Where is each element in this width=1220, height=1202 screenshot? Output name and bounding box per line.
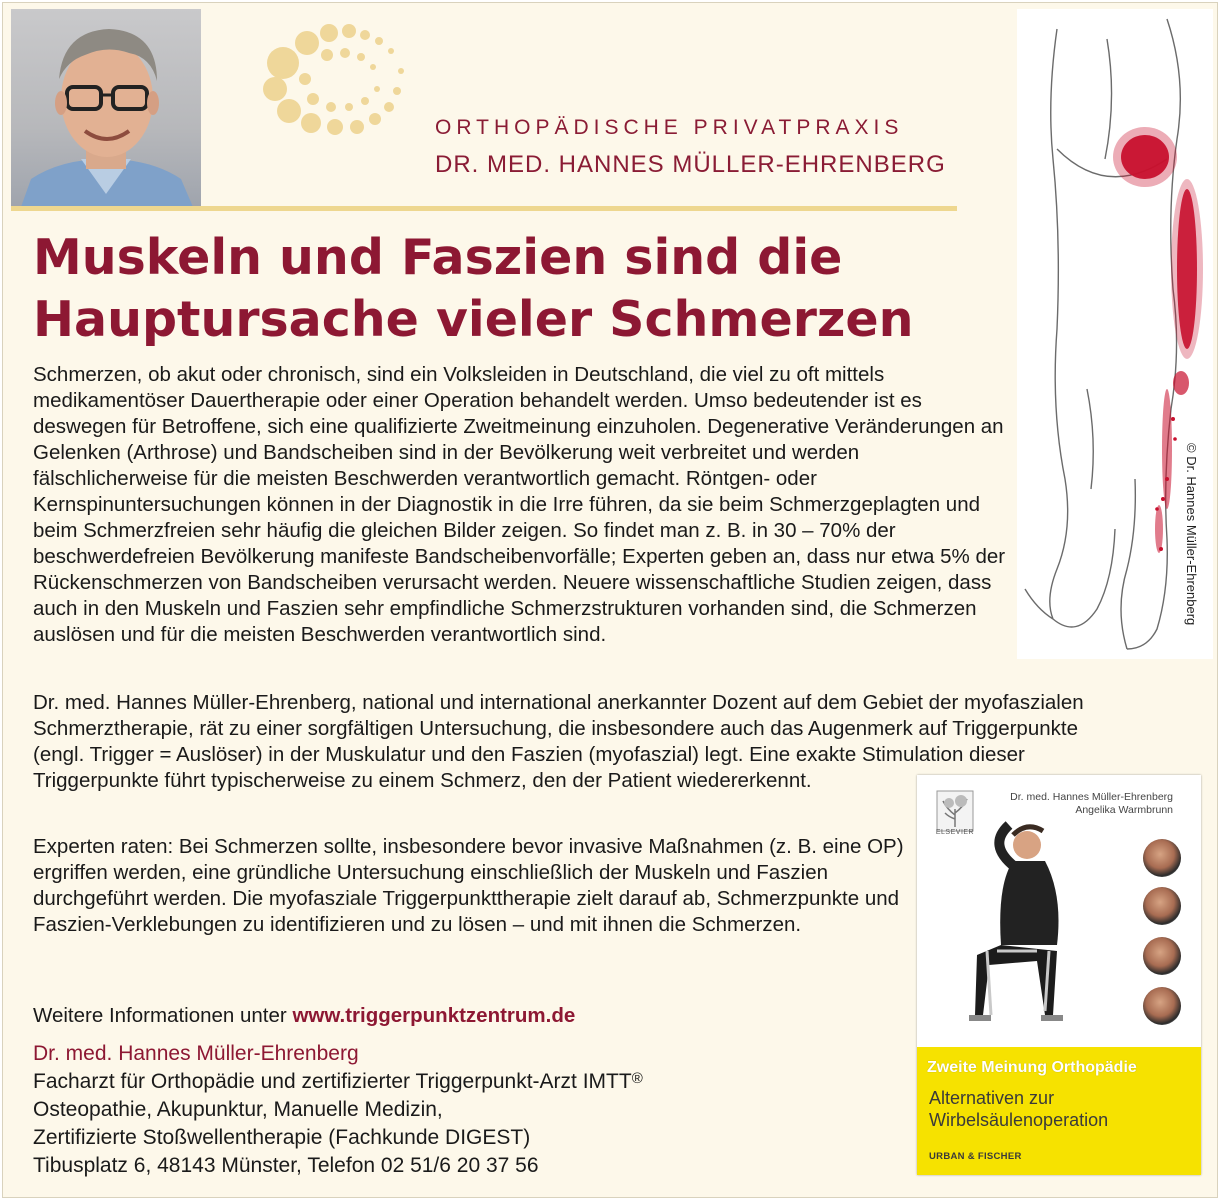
book-title-line-1: Alternativen zur xyxy=(929,1088,1055,1108)
headline xyxy=(33,227,1023,351)
contact-qualification-text: Facharzt für Orthopädie und zertifizierter Triggerpunkt-Arzt IMTT xyxy=(33,1070,632,1093)
thumbnail-tool xyxy=(1143,987,1181,1025)
book-title-line-2: Wirbelsäulenoperation xyxy=(929,1110,1109,1130)
more-info-line xyxy=(33,1003,575,1029)
doctor-portrait-photo xyxy=(11,9,201,207)
doctor-title: DR. MED. HANNES MÜLLER-EHRENBERG xyxy=(435,151,946,178)
more-info-prefix: Weitere Informationen unter xyxy=(33,1004,293,1027)
thumbnail-back xyxy=(1143,937,1181,975)
elsevier-label: ELSEVIER xyxy=(935,829,975,836)
figure-copyright: © Dr. Hannes Müller-Ehrenberg xyxy=(1184,443,1199,626)
practice-type: ORTHOPÄDISCHE PRIVATPRAXIS xyxy=(435,116,904,139)
contact-address: Tibusplatz 6, 48143 Münster, Telefon 02 51/6 20 37 56 xyxy=(33,1154,539,1177)
contact-shockwave: Zertifizierte Stoßwellentherapie (Fachkunde DIGEST) xyxy=(33,1126,531,1149)
contact-name: Dr. med. Hannes Müller-Ehrenberg xyxy=(33,1042,359,1065)
website-link[interactable]: www.triggerpunktzentrum.de xyxy=(292,1004,576,1027)
thumbnail-shoulder xyxy=(1143,839,1181,877)
paragraph-2: Dr. med. Hannes Müller-Ehrenberg, national und international anerkannter Dozent auf dem Gebiet der myofaszialen Schmerztherapie, rät zu einer sorgfältigen Untersuchung, die insbesondere auch das Augenmerk auf Triggerpunkte (engl. Trigger = Auslöser) in der Muskulatur und den Faszien (myofaszial) legt. Eine exakte Stimulation dieser Triggerpunkte führt typischerweise zu einem Schmerz, den der Patient wiedererkennt. xyxy=(33,691,1084,792)
book-title-band xyxy=(917,1047,1201,1175)
paragraph-1: Schmerzen, ob akut oder chronisch, sind ein Volksleiden in Deutschland, die viel zu oft mittels medikamentöser Dauertherapie oder einer Operation behandelt werden. Umso bedeutender ist es deswegen für Betroffene, sich eine qualifizierte Zweitmeinung einzuholen. Degenerative Veränderungen an Gelenken (Arthrose) und Bandscheiben sind in der Bevölkerung weit verbreitet und werden fälschlicherweise für die meisten Beschwerden verantwortlich gemacht. Röntgen- oder Kernspinuntersuchungen können in der Diagnostik in die Irre führen, da sie beim Schmerzgeplagten und beim Schmerzfreien sehr häufig die gleichen Bilder zeigen. So findet man z. B. in 30 – 70% der beschwerdefreien Bevölkerung manifeste Bandscheibenvorfälle; Experten geben an, dass nur etwa 5% der Rückenschmerzen von Bandscheiben verursacht werden. Neuere wissenschaftliche Studien zeigen, dass auch in den Muskeln und Faszien sehr empfindliche Schmerzstrukturen vorhanden sind, die Schmerzen auslösen und für die meisten Beschwerden verantwortlich sind. xyxy=(33,363,1006,646)
advertisement xyxy=(2,2,1218,1198)
contact-specialties: Osteopathie, Akupunktur, Manuelle Medizin, xyxy=(33,1098,443,1121)
book-author-2: Angelika Warmbrunn xyxy=(1075,804,1173,816)
thumbnail-neck xyxy=(1143,887,1181,925)
book-series: Zweite Meinung Orthopädie xyxy=(927,1059,1137,1076)
headline-line-1: Muskeln und Faszien sind die xyxy=(33,229,843,286)
contact-block xyxy=(33,1040,643,1180)
headline-line-2: Hauptursache vieler Schmerzen xyxy=(33,291,914,348)
book-title xyxy=(929,1087,1108,1131)
dot-swirl-logo xyxy=(261,23,411,143)
divider xyxy=(11,206,957,211)
book-publisher: URBAN & FISCHER xyxy=(929,1151,1022,1162)
registered-mark: ® xyxy=(631,1070,643,1087)
book-cover-image xyxy=(917,775,1201,1175)
paragraph-3: Experten raten: Bei Schmerzen sollte, insbesondere bevor invasive Maßnahmen (z. B. eine OP) ergriffen werden, eine gründliche Untersuchung einschließlich der Muskeln und Faszien durchgeführt werden. Die myofasziale Triggerpunkttherapie zielt darauf ab, Schmerzpunkte und Faszien-Verklebungen zu identifizieren und zu lösen – und mit ihnen die Schmerzen. xyxy=(33,835,904,936)
contact-qualification xyxy=(33,1068,643,1096)
book-author-1: Dr. med. Hannes Müller-Ehrenberg xyxy=(1010,791,1173,803)
